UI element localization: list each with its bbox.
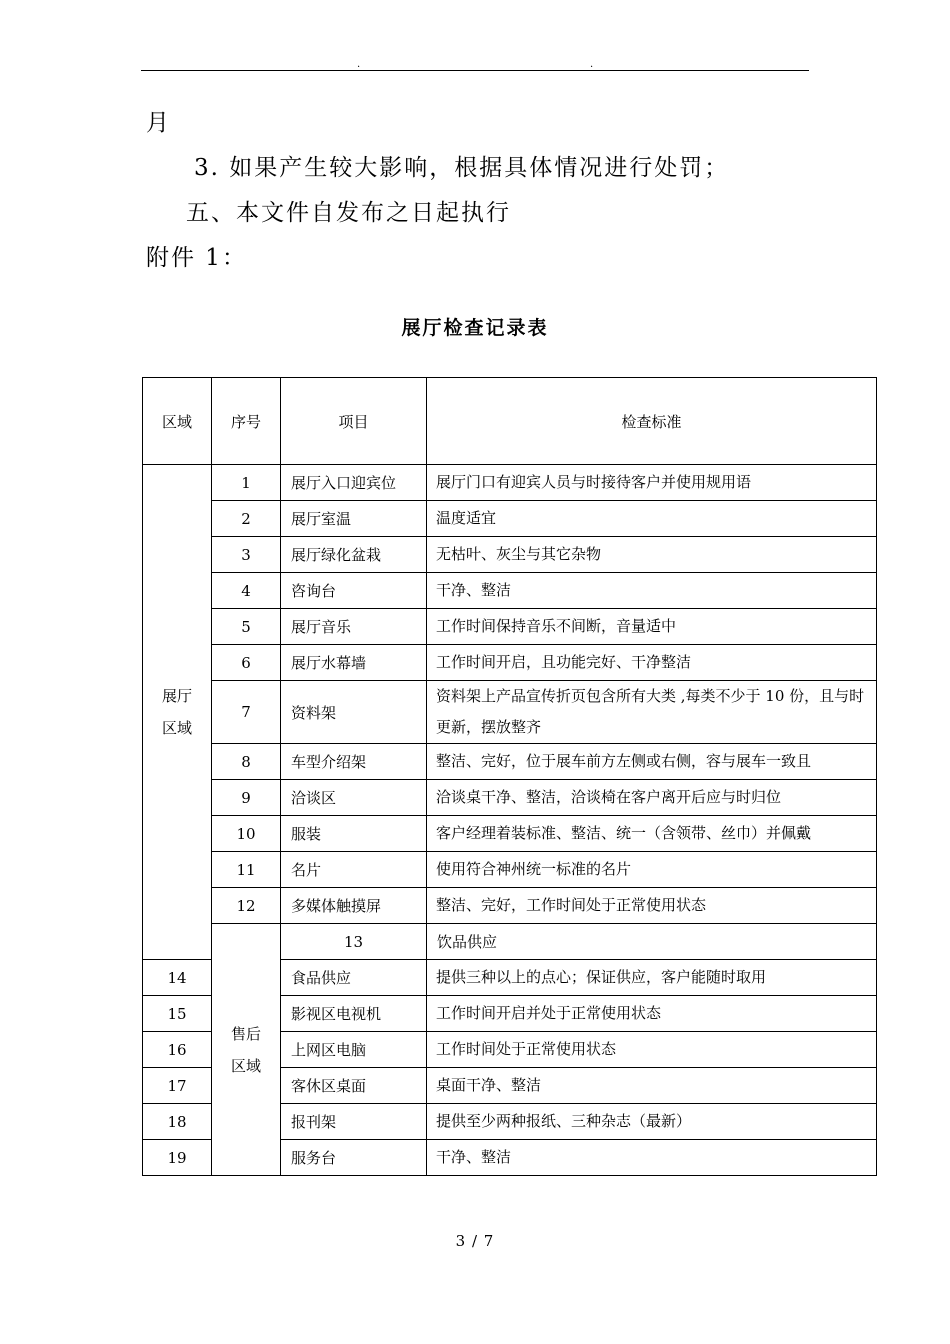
page-number: 3 / 7 bbox=[455, 1232, 495, 1250]
table-row bbox=[143, 501, 877, 537]
table-row bbox=[143, 816, 877, 852]
table-row bbox=[143, 465, 877, 501]
row-item: 客休区桌面 bbox=[281, 1068, 427, 1104]
row-standard: 干净、整洁 bbox=[427, 1140, 877, 1176]
row-standard: 整洁、完好，工作时间处于正常使用状态 bbox=[427, 888, 877, 924]
table-row bbox=[143, 888, 877, 924]
row-no: 12 bbox=[212, 888, 281, 924]
table-header-row bbox=[143, 378, 877, 465]
table-row bbox=[143, 645, 877, 681]
header-standard: 检查标准 bbox=[427, 378, 877, 465]
header-item: 项目 bbox=[281, 378, 427, 465]
row-item: 展厅水幕墙 bbox=[281, 645, 427, 681]
header-dot: . bbox=[357, 59, 361, 70]
region-showroom: 展厅 区域 bbox=[143, 465, 212, 960]
row-standard: 干净、整洁 bbox=[427, 573, 877, 609]
table-row bbox=[143, 609, 877, 645]
row-standard: 客户经理着装标准、整洁、统一（含领带、丝巾）并佩戴 bbox=[427, 816, 877, 852]
row-item: 饮品供应 bbox=[427, 924, 877, 960]
row-item: 车型介绍架 bbox=[281, 744, 427, 780]
table-row bbox=[143, 780, 877, 816]
row-item: 展厅入口迎宾位 bbox=[281, 465, 427, 501]
row-no: 18 bbox=[143, 1104, 212, 1140]
row-no: 19 bbox=[143, 1140, 212, 1176]
row-item: 影视区电视机 bbox=[281, 996, 427, 1032]
row-no: 13 bbox=[281, 924, 427, 960]
row-standard: 展厅门口有迎宾人员与时接待客户并使用规用语 bbox=[427, 465, 877, 501]
row-item: 资料架 bbox=[281, 681, 427, 744]
table-row bbox=[143, 744, 877, 780]
header-rule bbox=[141, 70, 809, 71]
row-standard: 整洁、完好，位于展车前方左侧或右侧，容与展车一致且 bbox=[427, 744, 877, 780]
row-item: 上网区电脑 bbox=[281, 1032, 427, 1068]
row-no: 1 bbox=[212, 465, 281, 501]
row-standard: 工作时间处于正常使用状态 bbox=[427, 1032, 877, 1068]
row-item: 服务台 bbox=[281, 1140, 427, 1176]
table-row bbox=[143, 852, 877, 888]
header-no: 序号 bbox=[212, 378, 281, 465]
row-no: 10 bbox=[212, 816, 281, 852]
paragraph-effective: 五、本文件自发布之日起执行 bbox=[186, 200, 511, 226]
row-no: 3 bbox=[212, 537, 281, 573]
inspection-table bbox=[142, 377, 877, 1176]
region-aftersales: 售后 区域 bbox=[212, 924, 281, 1176]
header-dot: . bbox=[590, 59, 594, 70]
row-item: 食品供应 bbox=[281, 960, 427, 996]
table-row bbox=[143, 537, 877, 573]
row-standard: 工作时间开启并处于正常使用状态 bbox=[427, 996, 877, 1032]
paragraph-penalty: 3. 如果产生较大影响，根据具体情况进行处罚； bbox=[194, 155, 730, 181]
row-no: 8 bbox=[212, 744, 281, 780]
row-item: 名片 bbox=[281, 852, 427, 888]
row-no: 15 bbox=[143, 996, 212, 1032]
row-no: 14 bbox=[143, 960, 212, 996]
paragraph-attachment: 附件 1： bbox=[146, 245, 247, 271]
row-standard: 工作时间开启，且功能完好、干净整洁 bbox=[427, 645, 877, 681]
row-item: 服装 bbox=[281, 816, 427, 852]
row-standard: 使用符合神州统一标准的名片 bbox=[427, 852, 877, 888]
row-no: 6 bbox=[212, 645, 281, 681]
row-no: 17 bbox=[143, 1068, 212, 1104]
row-no: 4 bbox=[212, 573, 281, 609]
row-standard: 无枯叶、灰尘与其它杂物 bbox=[427, 537, 877, 573]
row-standard: 资料架上产品宣传折页包含所有大类 ,每类不少于 10 份，且与时更新，摆放整齐 bbox=[427, 681, 877, 744]
row-item: 洽谈区 bbox=[281, 780, 427, 816]
row-item: 展厅音乐 bbox=[281, 609, 427, 645]
row-no: 16 bbox=[143, 1032, 212, 1068]
table-row bbox=[143, 681, 877, 744]
table-title: 展厅检查记录表 bbox=[401, 317, 549, 339]
table-row bbox=[143, 573, 877, 609]
row-no: 11 bbox=[212, 852, 281, 888]
paragraph-month: 月 bbox=[146, 110, 171, 136]
row-standard: 工作时间保持音乐不间断，音量适中 bbox=[427, 609, 877, 645]
header-region: 区域 bbox=[143, 378, 212, 465]
row-item: 展厅室温 bbox=[281, 501, 427, 537]
row-item: 咨询台 bbox=[281, 573, 427, 609]
row-item: 展厅绿化盆栽 bbox=[281, 537, 427, 573]
row-standard: 提供三种以上的点心；保证供应，客户能随时取用 bbox=[427, 960, 877, 996]
row-no: 5 bbox=[212, 609, 281, 645]
row-no: 9 bbox=[212, 780, 281, 816]
row-no: 7 bbox=[212, 681, 281, 744]
row-item: 多媒体触摸屏 bbox=[281, 888, 427, 924]
row-no: 2 bbox=[212, 501, 281, 537]
row-standard: 桌面干净、整洁 bbox=[427, 1068, 877, 1104]
row-standard: 温度适宜 bbox=[427, 501, 877, 537]
row-standard: 提供至少两种报纸、三种杂志（最新） bbox=[427, 1104, 877, 1140]
row-item: 报刊架 bbox=[281, 1104, 427, 1140]
row-standard: 洽谈桌干净、整洁，洽谈椅在客户离开后应与时归位 bbox=[427, 780, 877, 816]
table-row bbox=[143, 924, 877, 960]
